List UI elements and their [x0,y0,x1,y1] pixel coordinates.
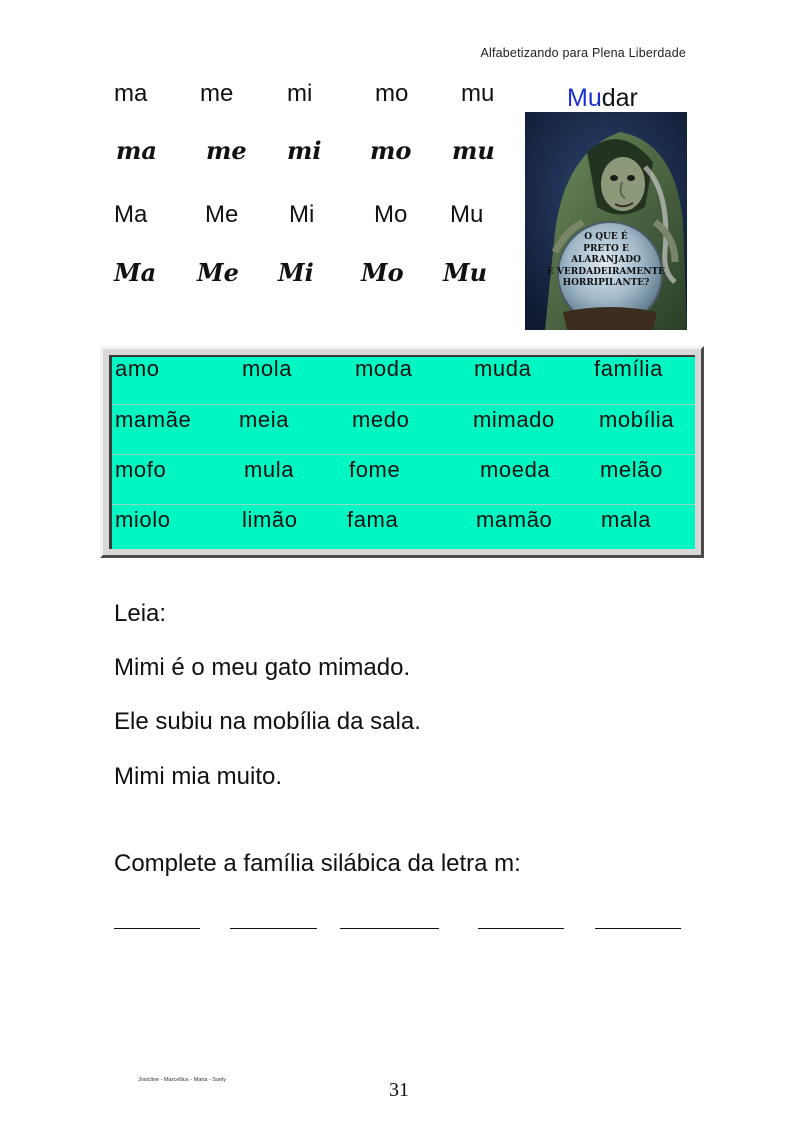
script-syllable-me: me [206,136,247,165]
keyword-rest: dar [601,84,638,112]
word-cell: moda [355,356,413,381]
answer-blank-4[interactable] [478,928,564,929]
row-divider [112,454,695,455]
row-divider [112,504,695,505]
script-syllable-ma: ma [116,136,157,165]
word-cell: moeda [480,457,551,482]
word-cell: fama [347,507,399,532]
answer-blank-1[interactable] [114,928,200,929]
word-cell: fome [349,457,401,482]
word-cell: mola [242,356,293,381]
illustration-caption: O QUE É PRETO E ALARANJADO E VERDADEIRAMENTE HORRIPILANTE? [546,232,666,288]
script-syllable-upper-ma: Ma [114,258,157,287]
witch-illustration [525,112,687,330]
syllable-mo: mo [375,80,409,107]
word-cell: medo [352,407,410,432]
reading-line: Ele subiu na mobília da sala. [114,708,421,735]
syllable-upper-me: Me [205,201,239,228]
syllable-upper-ma: Ma [114,201,148,228]
row-divider [112,404,695,405]
syllable-upper-mu: Mu [450,201,484,228]
word-cell: limão [242,507,298,532]
running-header: Alfabetizando para Plena Liberdade [480,46,686,60]
answer-blank-3[interactable] [340,928,439,929]
reading-line: Mimi é o meu gato mimado. [114,654,411,681]
word-cell: muda [474,356,532,381]
syllable-ma: ma [114,80,148,107]
reading-label: Leia: [114,600,167,627]
answer-blank-5[interactable] [595,928,681,929]
keyword-mudar [567,84,638,113]
word-cell: mamãe [115,407,192,432]
answer-blank-2[interactable] [230,928,317,929]
keyword-highlight: Mu [567,84,602,112]
word-cell: família [594,356,663,381]
syllable-mi: mi [287,80,313,107]
script-syllable-upper-mu: Mu [443,258,488,287]
word-cell: amo [115,356,160,381]
word-cell: mobília [599,407,675,432]
word-cell: meia [239,407,290,432]
script-syllable-mu: mu [452,136,495,165]
word-cell: mofo [115,457,167,482]
authors-credit: Josicline - Marcellius - Maria - Suely [138,1077,227,1083]
witch-image [525,112,687,330]
word-cell: miolo [115,507,171,532]
syllable-upper-mi: Mi [289,201,315,228]
script-syllable-mo: mo [370,136,412,165]
script-syllable-upper-me: Me [197,258,239,287]
word-cell: melão [600,457,663,482]
script-syllable-upper-mi: Mi [278,258,314,287]
syllable-me: me [200,80,234,107]
script-syllable-mi: mi [287,136,322,165]
word-cell: mula [244,457,295,482]
exercise-instruction: Complete a família silábica da letra m: [114,850,521,877]
syllable-upper-mo: Mo [374,201,408,228]
script-syllable-upper-mo: Mo [361,258,404,287]
word-cell: mala [601,507,652,532]
syllable-mu: mu [461,80,495,107]
word-cell: mamão [476,507,553,532]
reading-line: Mimi mia muito. [114,763,283,790]
page-number: 31 [389,1079,409,1101]
word-cell: mimado [473,407,555,432]
